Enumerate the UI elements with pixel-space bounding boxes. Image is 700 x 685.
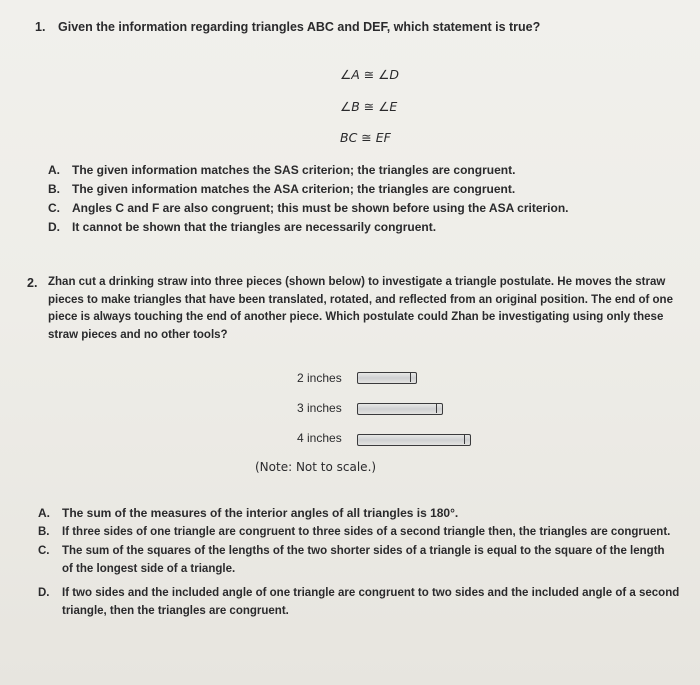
scale-note: (Note: Not to scale.) (255, 460, 377, 474)
straw-piece-4in (357, 434, 471, 446)
question-1-choice-d[interactable] (48, 219, 648, 236)
prompt-line-2: pieces to make triangles that have been translated, rotated, and reflected from an original position. The end of one (48, 293, 673, 306)
choice-letter: A. (38, 506, 50, 520)
choice-letter: C. (48, 201, 60, 215)
straw-label-4in: 4 inches (297, 431, 342, 445)
given-statement-1: ∠A ≅ ∠D (340, 67, 400, 82)
choice-text: Angles C and F are also congruent; this must be shown before using the ASA criterion. (72, 201, 569, 215)
choice-text: The sum of the measures of the interior angles of all triangles is 180°. (62, 506, 459, 520)
given-statement-2: ∠B ≅ ∠E (340, 99, 398, 114)
straw-piece-2in (357, 372, 417, 384)
question-2-prompt (48, 274, 693, 344)
choice-letter: D. (38, 587, 50, 599)
question-1-prompt: Given the information regarding triangles ABC and DEF, which statement is true? (58, 20, 541, 34)
prompt-line-1: Zhan cut a drinking straw into three pieces (shown below) to investigate a triangle postulate. He moves the straw (48, 276, 666, 288)
choice-letter: D. (48, 220, 60, 234)
choice-text: It cannot be shown that the triangles are necessarily congruent. (72, 220, 437, 234)
question-2-choice-c[interactable] (38, 543, 693, 579)
question-1-choice-b[interactable] (48, 181, 648, 198)
choice-text: If three sides of one triangle are congruent to three sides of a second triangle then, the triangles are congruent. (62, 526, 671, 538)
straw-label-3in: 3 inches (297, 401, 342, 415)
choice-text: The given information matches the ASA criterion; the triangles are congruent. (72, 182, 516, 196)
question-1-number: 1. (35, 20, 46, 34)
question-1-choice-a[interactable] (48, 162, 648, 179)
choice-letter: A. (48, 163, 60, 177)
question-2-choice-d[interactable] (38, 585, 698, 621)
question-1-choice-c[interactable] (48, 200, 648, 217)
choice-letter: B. (38, 526, 50, 538)
straw-piece-3in (357, 403, 443, 415)
choice-text-line-1: The sum of the squares of the lengths of the two shorter sides of a triangle is equal to the square of the length (62, 545, 665, 557)
choice-letter: B. (48, 182, 60, 196)
choice-text-line-2: of the longest side of a triangle. (62, 563, 236, 575)
straw-label-2in: 2 inches (297, 371, 342, 385)
given-statement-3: BC ≅ EF (340, 130, 391, 145)
question-2-choice-b[interactable] (38, 524, 693, 541)
choice-letter: C. (38, 545, 50, 557)
choice-text-line-2: triangle, then the triangles are congruent. (62, 605, 289, 617)
question-2-choice-a[interactable] (38, 505, 688, 522)
choice-text: The given information matches the SAS criterion; the triangles are congruent. (72, 163, 516, 177)
question-2-number: 2. (27, 276, 38, 290)
choice-text-line-1: If two sides and the included angle of one triangle are congruent to two sides and the included angle of a second (62, 587, 680, 599)
prompt-line-3: piece is always touching the end of another piece. Which postulate could Zhan be investigating using only these (48, 311, 664, 323)
prompt-line-4: straw pieces and no other tools? (48, 328, 228, 341)
